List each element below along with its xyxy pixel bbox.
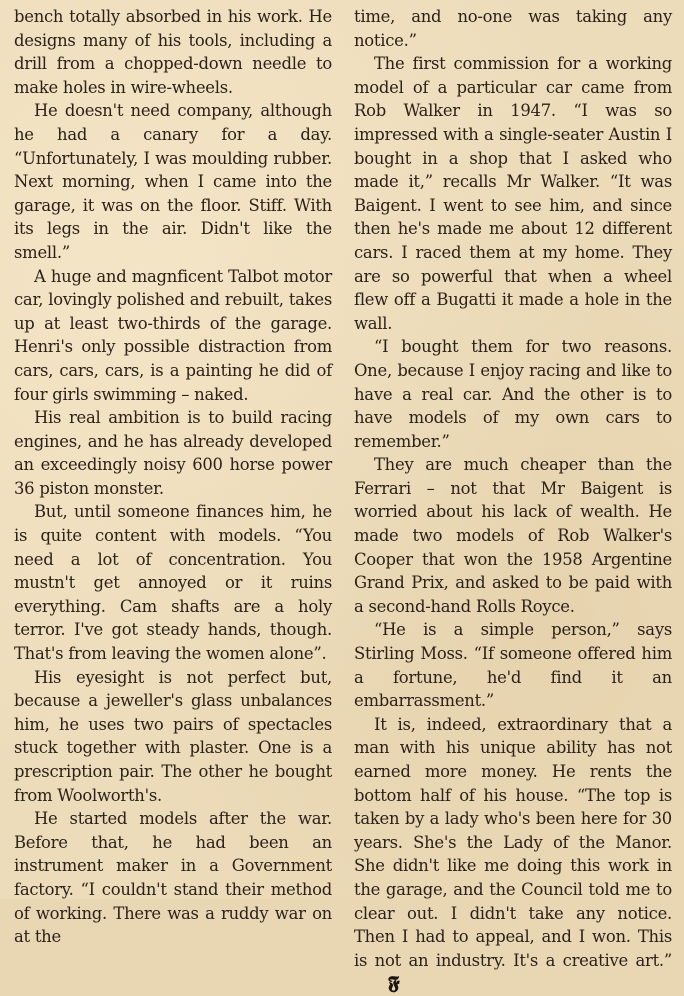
paragraph: They are much cheaper than the Ferrari – not that Mr Baigent is worried about his lack of wealth. He made two models of Rob Walker's Cooper that won the 1958 Argentine Grand Prix, and asked to be paid with a second-hand Rolls Royce. xyxy=(354,455,672,616)
paragraph: He started models after the war. Before that, he had been an instrument maker in a Government factory. “I couldn't stand their method of working. There was a ruddy war on at the xyxy=(14,809,332,947)
left-column xyxy=(14,5,332,949)
paragraph: His real ambition is to build racing engines, and he has already developed an exceedingly noisy 600 horse power 36 piston monster. xyxy=(14,408,332,498)
paragraph: He doesn't need company, although he had a canary for a day. “Unfortunately, I was moulding rubber. Next morning, when I came into the garage, it was on the floor. Stiff. With its legs in the air. Didn't like the smell.” xyxy=(14,101,332,262)
paragraph: “He is a simple person,” says Stirling Moss. “If someone offered him a fortune, he'd find it an embarrassment.” xyxy=(354,620,672,711)
publication-logo-end-mark: 𝕱 xyxy=(388,972,400,995)
final-paragraph xyxy=(354,713,672,996)
column-divider xyxy=(342,8,343,888)
paragraph: bench totally absorbed in his work. He designs many of his tools, including a drill from a chopped-down needle to make holes in wire-wheels. xyxy=(14,7,332,97)
paragraph: His eyesight is not perfect but, because a jeweller's glass unbalances him, he uses two pairs of spectacles stuck together with plaster. One is a prescription pair. The other he bought from Woolworth's. xyxy=(14,667,332,805)
paragraph: But, until someone finances him, he is quite content with models. “You need a lot of concentration. You mustn't get annoyed or it ruins everything. Cam shafts are a holy terror. I've got steady hands, though. That's from leaving the women alone”. xyxy=(14,502,332,664)
paragraph: time, and no-one was taking any notice.” xyxy=(354,7,672,50)
paragraph: A huge and magnficent Talbot motor car, lovingly polished and rebuilt, takes up at least two-thirds of the garage. Henri's only possible distraction from cars, cars, cars, is a painting he did of four girls swimming – naked. xyxy=(14,266,332,404)
right-column xyxy=(354,5,672,996)
paragraph-text: It is, indeed, extraordinary that a man with his unique ability has not earned more money. He rents the bottom half of his house. “The top is taken by a lady who's been here for 30 years. She's the Lady of the Manor. She didn't like me doing this work in the garage, and the Council told me to clear out. I didn't take any notice. Then I had to appeal, and I won. This is not an industry. It's a creative art.” xyxy=(354,714,672,970)
paragraph: The first commission for a working model of a particular car came from Rob Walker in 1947. “I was so impressed with a single-seater Austin I bought in a shop that I asked who made it,” recalls Mr Walker. “It was Baigent. I went to see him, and since then he's made me about 12 different cars. I raced them at my home. They are so powerful that when a wheel flew off a Bugatti it made a hole in the wall. xyxy=(354,54,672,333)
paragraph: “I bought them for two reasons. One, because I enjoy racing and like to have a real car. And the other is to have models of my own cars to remember.” xyxy=(354,337,672,451)
